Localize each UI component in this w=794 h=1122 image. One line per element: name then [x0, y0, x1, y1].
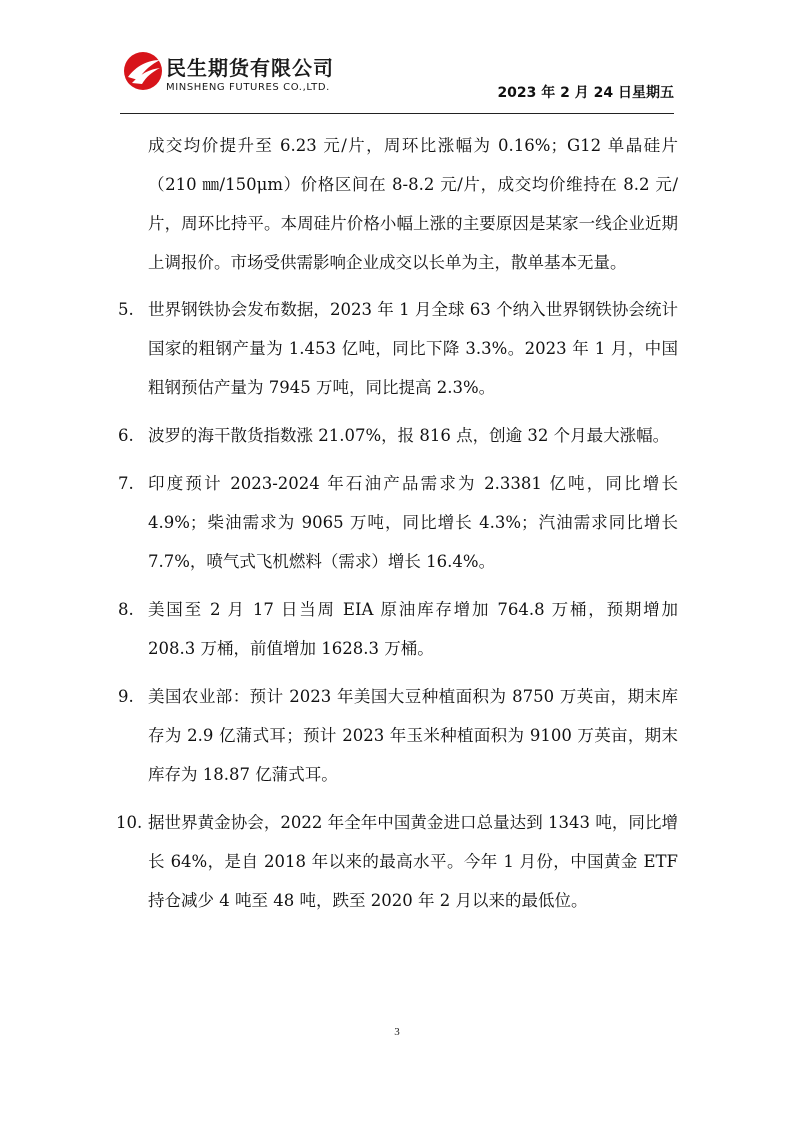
company-logo — [122, 50, 382, 105]
header-divider — [120, 113, 674, 114]
item-text: 据世界黄金协会，2022 年全年中国黄金进口总量达到 1343 吨，同比增长 64%，是自 2018 年以来的最高水平。今年 1 月份，中国黄金 ETF 持仓减少 4 吨至 48 吨，跌至 2020 年 2 月以来的最低位。 — [148, 813, 678, 910]
page-header — [0, 0, 794, 120]
continued-paragraph: 成交均价提升至 6.23 元/片，周环比涨幅为 0.16%；G12 单晶硅片（210 ㎜/150μm）价格区间在 8-8.2 元/片，成交均价维持在 8.2 元/片，周环比持平。本周硅片价格小幅上涨的主要原因是某家一线企业近期上调报价。市场受供需影响企业成交以长单为主，散单基本无量。 — [148, 136, 678, 272]
item-number: 9. — [118, 687, 134, 706]
list-item — [118, 590, 678, 668]
page-number: 3 — [394, 1026, 400, 1038]
company-name-cn: 民生期货有限公司 — [166, 56, 334, 80]
item-number: 8. — [118, 600, 134, 619]
list-item — [118, 803, 678, 920]
item-number: 5. — [118, 300, 134, 319]
item-number: 6. — [118, 426, 134, 445]
item-text: 美国农业部：预计 2023 年美国大豆种植面积为 8750 万英亩，期末库存为 2.9 亿蒲式耳；预计 2023 年玉米种植面积为 9100 万英亩，期末库存为 18.87 亿蒲式耳。 — [148, 687, 678, 784]
item-number: 10. — [116, 813, 143, 832]
minsheng-logo-icon — [122, 50, 164, 92]
news-content — [118, 126, 678, 929]
company-name-en: MINSHENG FUTURES CO.,LTD. — [166, 82, 330, 93]
item-text: 印度预计 2023-2024 年石油产品需求为 2.3381 亿吨，同比增长 4.9%；柴油需求为 9065 万吨，同比增长 4.3%；汽油需求同比增长 7.7%，喷气式飞机燃料（需求）增长 16.4%。 — [148, 474, 678, 571]
report-date: 2023 年 2 月 24 日星期五 — [497, 85, 674, 101]
list-item — [118, 464, 678, 581]
item-text: 世界钢铁协会发布数据，2023 年 1 月全球 63 个纳入世界钢铁协会统计国家的粗钢产量为 1.453 亿吨，同比下降 3.3%。2023 年 1 月，中国粗钢预估产量为 7945 万吨，同比提高 2.3%。 — [148, 300, 678, 397]
list-item — [118, 290, 678, 407]
item-text: 波罗的海干散货指数涨 21.07%，报 816 点，创逾 32 个月最大涨幅。 — [148, 426, 670, 445]
item-number: 7. — [118, 474, 134, 493]
list-item — [118, 416, 678, 455]
item-text: 美国至 2 月 17 日当周 EIA 原油库存增加 764.8 万桶，预期增加 208.3 万桶，前值增加 1628.3 万桶。 — [148, 600, 678, 658]
list-item — [118, 677, 678, 794]
